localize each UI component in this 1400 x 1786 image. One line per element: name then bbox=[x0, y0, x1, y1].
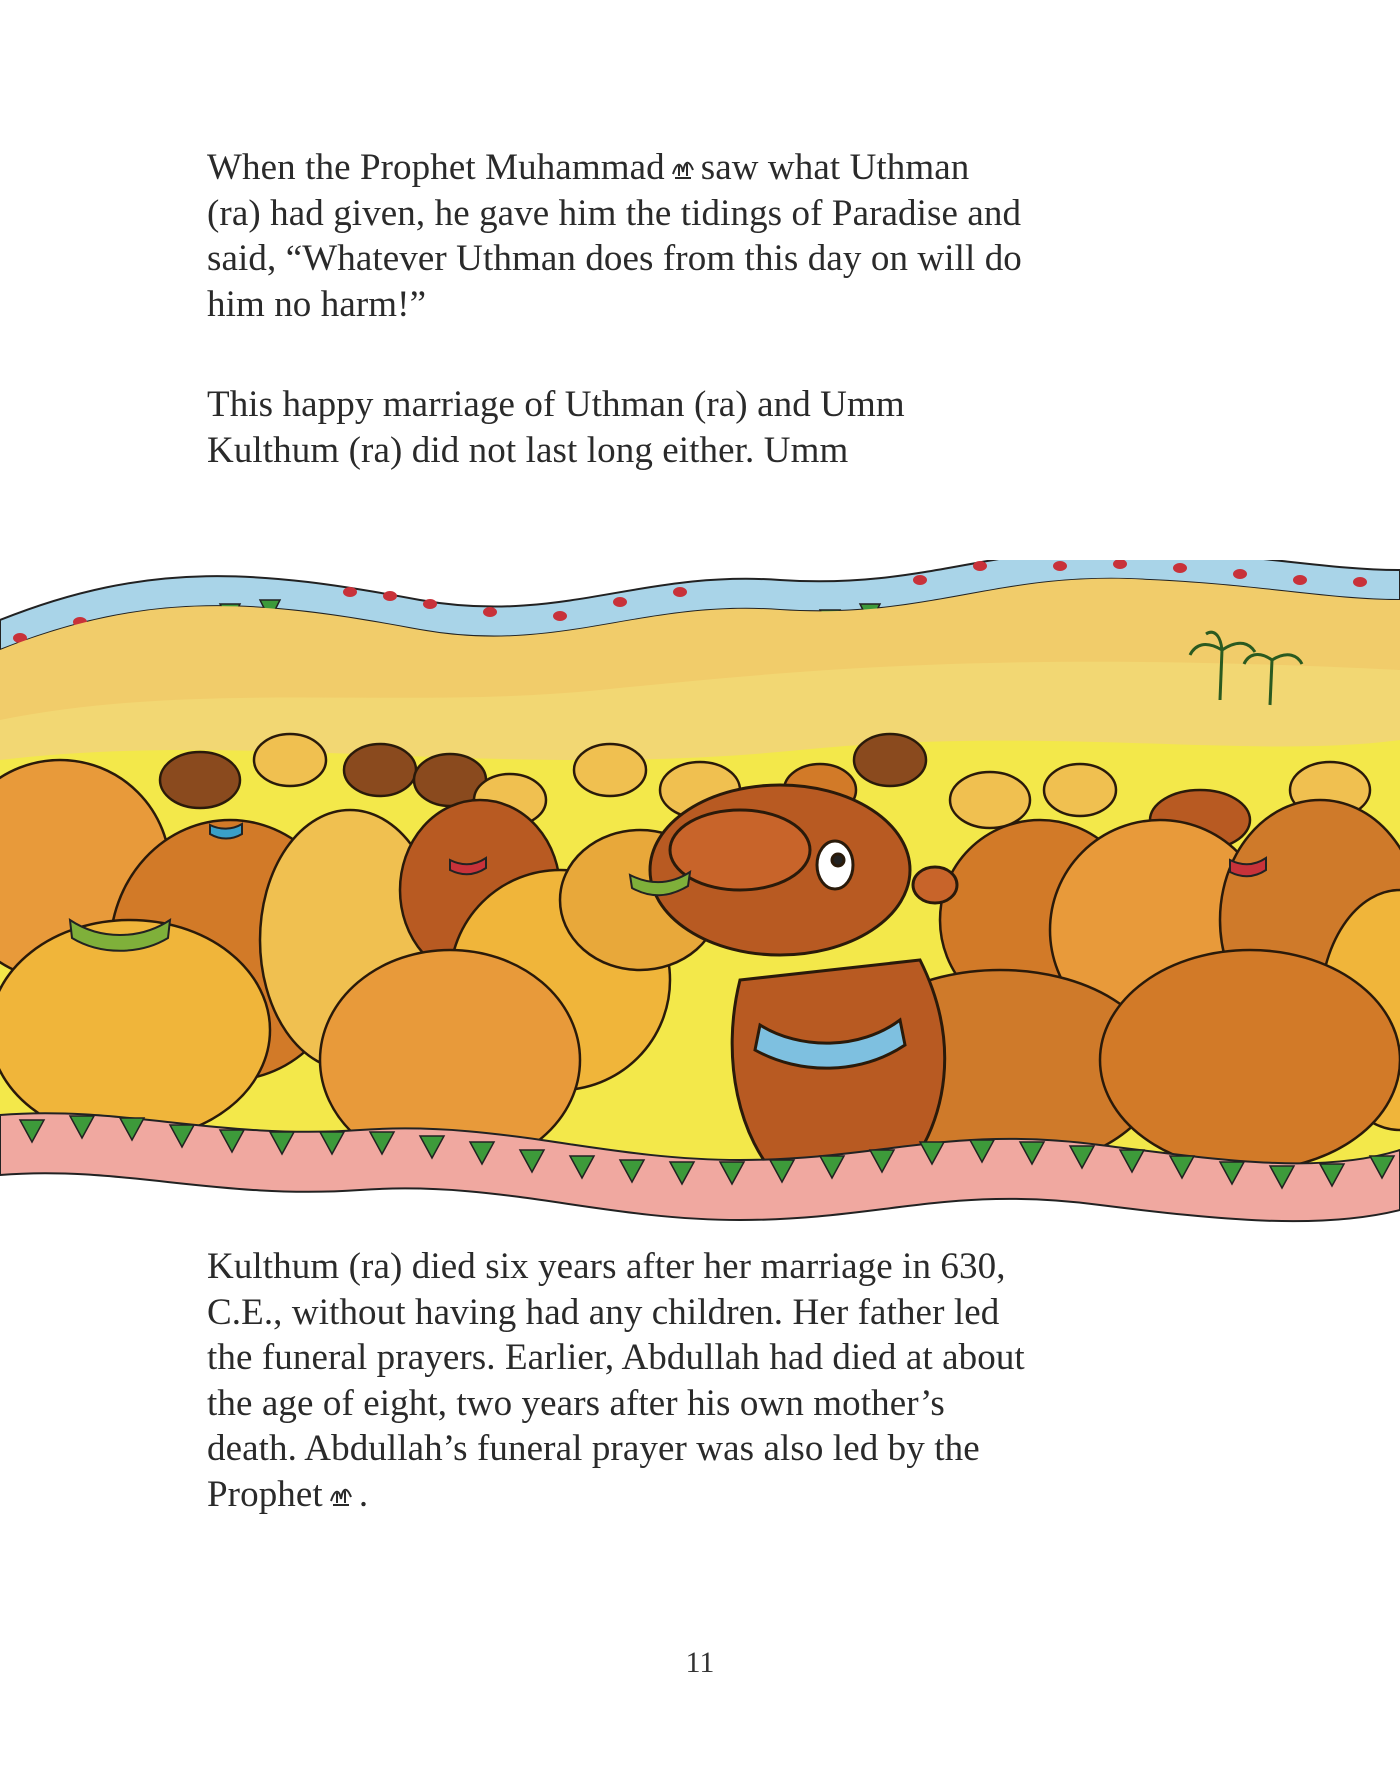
paragraph-3 bbox=[207, 1244, 1207, 1517]
text-line bbox=[207, 1472, 1207, 1518]
text-span: saw what Uthman bbox=[700, 147, 970, 188]
text-span: . bbox=[358, 1473, 369, 1515]
camel-caravan-illustration bbox=[0, 560, 1400, 1240]
text-line: him no harm!” bbox=[207, 283, 427, 325]
text-line: the age of eight, two years after his own mother’s bbox=[207, 1382, 945, 1424]
text-line: the funeral prayers. Earlier, Abdullah had died at about bbox=[207, 1337, 1025, 1378]
text-line: said, “Whatever Uthman does from this day on will do bbox=[207, 238, 1022, 279]
text-line: (ra) had given, he gave him the tidings of Paradise and bbox=[207, 192, 1022, 234]
text-line: C.E., without having had any children. Her father led bbox=[207, 1291, 1000, 1333]
pbuh-calligraphy-icon bbox=[327, 1481, 355, 1509]
paragraph-2 bbox=[207, 382, 1207, 473]
text-line: Kulthum (ra) did not last long either. Umm bbox=[207, 429, 849, 471]
text-line bbox=[207, 145, 1207, 191]
pbuh-calligraphy-icon bbox=[669, 154, 697, 182]
paragraph-1 bbox=[207, 145, 1207, 327]
page-number: 11 bbox=[685, 1646, 715, 1679]
text-line: This happy marriage of Uthman (ra) and Umm bbox=[207, 384, 905, 425]
text-line: death. Abdullah’s funeral prayer was also led by the bbox=[207, 1428, 980, 1469]
text-span: When the Prophet Muhammad bbox=[207, 147, 665, 188]
text-span: Prophet bbox=[207, 1473, 323, 1515]
text-line: Kulthum (ra) died six years after her marriage in 630, bbox=[207, 1246, 1006, 1287]
